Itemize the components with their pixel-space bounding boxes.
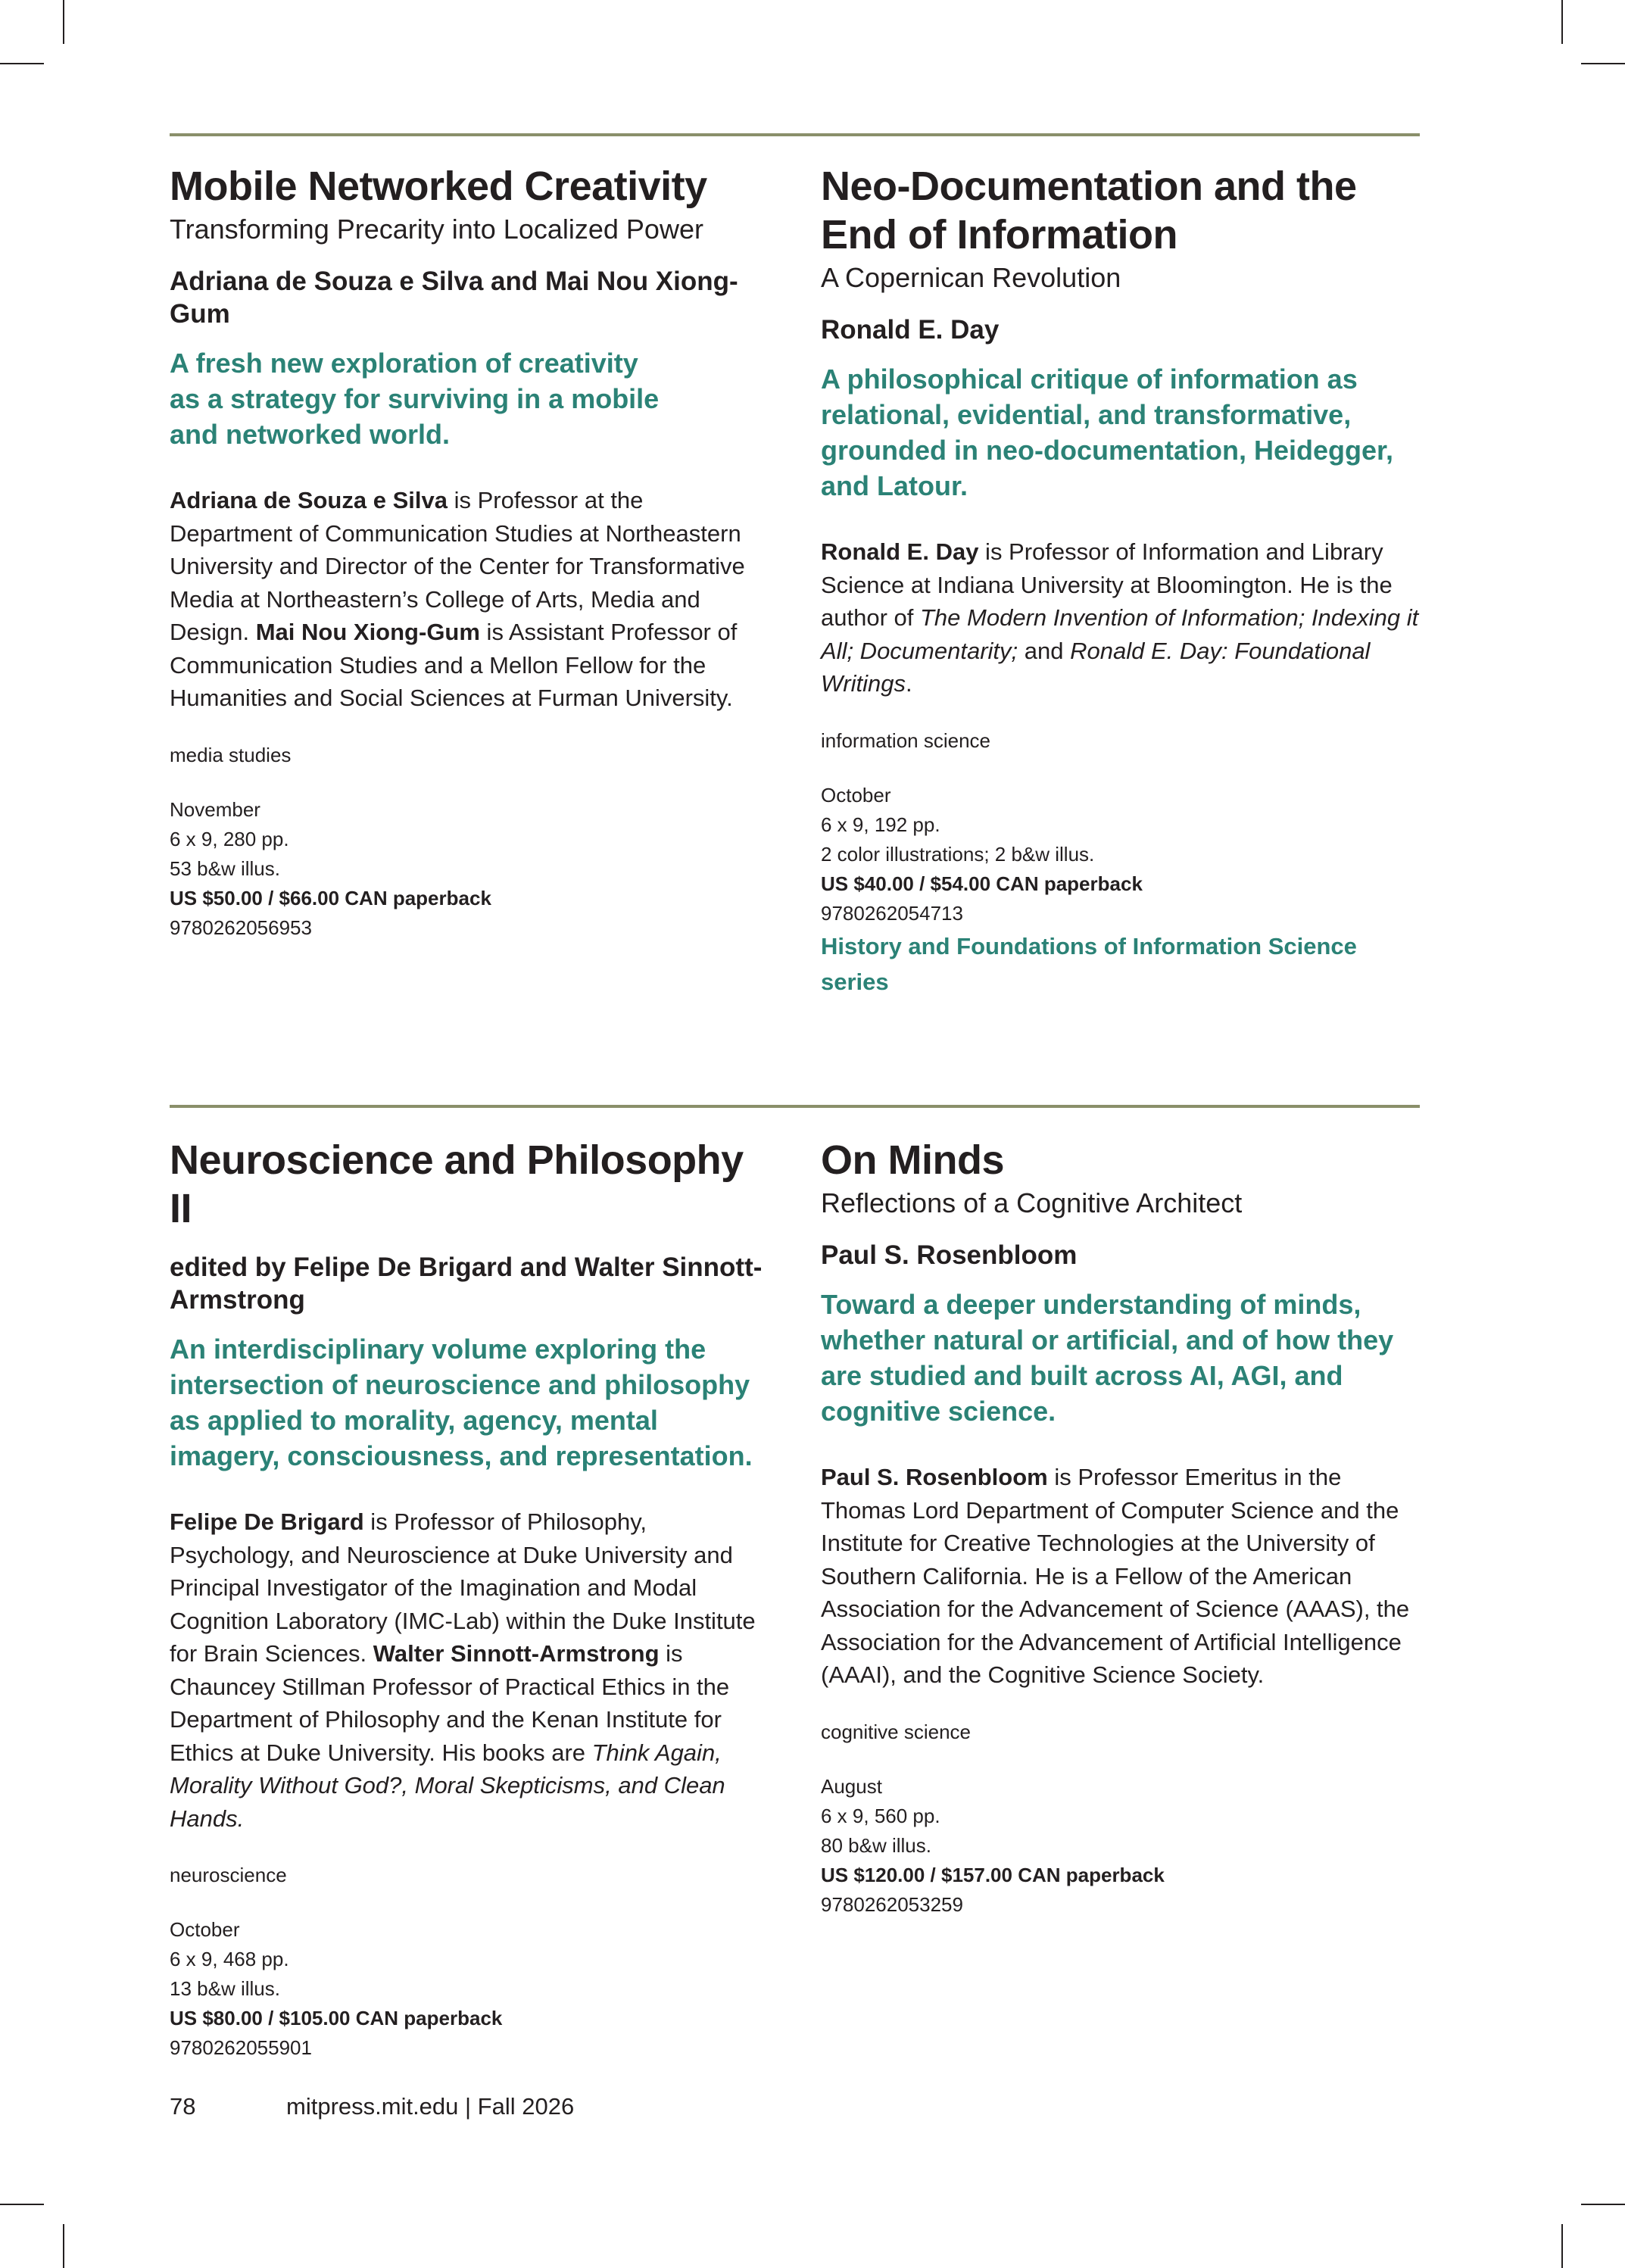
book-subtitle: A Copernican Revolution	[821, 262, 1121, 293]
bio-name: Mai Nou Xiong-Gum	[255, 619, 480, 645]
section-rule	[170, 133, 1420, 136]
crop-mark	[63, 2224, 64, 2268]
book-blurb: Toward a deeper understanding of minds, whether natural or artificial, and of how they are studied and built across AI, AGI, and cognitive science.	[821, 1289, 1394, 1427]
illustrations: 13 b&w illus.	[170, 1977, 280, 2000]
subject-category: cognitive science	[821, 1720, 971, 1743]
author-bio	[170, 1505, 768, 1835]
pub-month: October	[170, 1918, 240, 1941]
bio-text: is Assistant Professor of Communication Studies and a Mellon Fellow for the Humanities and Social Sciences at Furman University.	[170, 619, 738, 711]
illustrations: 2 color illustrations; 2 b&w illus.	[821, 842, 1095, 866]
footer-site[interactable]: mitpress.mit.edu | Fall 2026	[286, 2093, 575, 2120]
book-blurb: An interdisciplinary volume exploring the intersection of neuroscience and philosophy as applied to morality, agency, mental imagery, consciousness, and representation.	[170, 1334, 753, 1471]
book-entry	[821, 162, 1419, 1000]
book-entry	[821, 1136, 1419, 1920]
price: US $40.00 / $54.00 CAN paperback	[821, 872, 1143, 895]
section-rule	[170, 1105, 1420, 1108]
crop-mark	[0, 2204, 44, 2205]
bio-text: is Professor of Information and Library Science at Indiana University at Bloomington. He is the author of	[821, 538, 1393, 631]
crop-mark	[1561, 2224, 1563, 2268]
author-bio	[821, 1461, 1419, 1692]
book-author: Paul S. Rosenbloom	[821, 1240, 1078, 1270]
crop-mark	[0, 63, 44, 64]
author-bio	[170, 484, 768, 715]
book-specs	[170, 1915, 768, 2063]
bio-name: Felipe De Brigard	[170, 1508, 364, 1535]
crop-mark	[1581, 63, 1625, 64]
book-entry	[170, 1136, 768, 2063]
bio-book-titles: Ronald E. Day: Foundational Writings	[821, 637, 1371, 697]
bio-text: is Professor Emeritus in the Thomas Lord Department of Computer Science and the Institute for Creative Technologies at the University of Southern California. He is a Fellow of the American Association for the Advancement of Science (AAAS), the Association for the Advancement of Artificial Intelligence (AAAI), and the Cognitive Science Society.	[821, 1464, 1410, 1688]
author-bio	[821, 535, 1419, 700]
page-number: 78	[170, 2093, 196, 2120]
illustrations: 53 b&w illus.	[170, 856, 280, 880]
book-title: On Minds	[821, 1137, 1004, 1183]
trim-pages: 6 x 9, 280 pp.	[170, 827, 289, 850]
book-specs	[170, 795, 768, 943]
pub-month: October	[821, 783, 891, 806]
isbn: 9780262054713	[821, 901, 963, 925]
price: US $50.00 / $66.00 CAN paperback	[170, 886, 491, 909]
book-title: Mobile Networked Creativity	[170, 164, 707, 209]
book-entry	[170, 162, 768, 943]
book-subtitle: Transforming Precarity into Localized Power	[170, 214, 703, 245]
subject-category: media studies	[170, 743, 292, 766]
series-link[interactable]: History and Foundations of Information Science series	[821, 932, 1357, 995]
bio-text: is Professor at the Department of Communication Studies at Northeastern University and Director of the Center for Transformative Media at Northeastern’s College of Arts, Media and Design.	[170, 487, 745, 645]
crop-mark	[63, 0, 64, 44]
bio-name: Walter Sinnott-Armstrong	[373, 1640, 660, 1667]
trim-pages: 6 x 9, 192 pp.	[821, 813, 940, 836]
illustrations: 80 b&w illus.	[821, 1833, 931, 1857]
book-author: edited by Felipe De Brigard and Walter Sinnott-Armstrong	[170, 1253, 763, 1315]
book-blurb: A philosophical critique of information as relational, evidential, and transformative, grounded in neo-documentation, Heidegger, and Latour.	[821, 363, 1394, 501]
isbn: 9780262055901	[170, 2036, 312, 2059]
book-author: Ronald E. Day	[821, 315, 1000, 345]
bio-name: Ronald E. Day	[821, 538, 979, 565]
price: US $120.00 / $157.00 CAN paperback	[821, 1863, 1165, 1886]
bio-text: and	[1018, 637, 1071, 664]
bio-text: is Chauncey Stillman Professor of Practical Ethics in the Department of Philosophy and the Kenan Institute for Ethics at Duke University. His books are	[170, 1640, 730, 1766]
page-footer	[170, 2092, 574, 2122]
isbn: 9780262056953	[170, 916, 312, 939]
book-blurb: A fresh new exploration of creativity as a strategy for surviving in a mobile and networked world.	[170, 348, 660, 450]
pub-month: August	[821, 1774, 882, 1798]
bio-name: Paul S. Rosenbloom	[821, 1464, 1048, 1490]
trim-pages: 6 x 9, 468 pp.	[170, 1948, 289, 1970]
book-author: Adriana de Souza e Silva and Mai Nou Xiong-Gum	[170, 267, 738, 329]
book-title: Neo-Documentation and the End of Information	[821, 164, 1357, 257]
crop-mark	[1561, 0, 1563, 44]
bio-name: Adriana de Souza e Silva	[170, 487, 448, 513]
bio-text: .	[905, 670, 912, 697]
trim-pages: 6 x 9, 560 pp.	[821, 1804, 940, 1827]
book-subtitle: Reflections of a Cognitive Architect	[821, 1187, 1243, 1218]
bio-book-titles: The Modern Invention of Information; Indexing it All; Documentarity;	[821, 604, 1419, 664]
subject-category: information science	[821, 728, 990, 752]
isbn: 9780262053259	[821, 1892, 963, 1916]
pub-month: November	[170, 797, 260, 821]
price: US $80.00 / $105.00 CAN paperback	[170, 2007, 503, 2029]
book-specs	[821, 781, 1419, 928]
bio-book-titles: Think Again, Morality Without God?, Moral Skepticisms, and Clean Hands.	[170, 1739, 725, 1832]
crop-mark	[1581, 2204, 1625, 2205]
subject-category: neuroscience	[170, 1864, 287, 1886]
book-title: Neuroscience and Philosophy II	[170, 1137, 744, 1231]
bio-text: is Professor of Philosophy, Psychology, and Neuroscience at Duke University and Principal Investigator of the Imagination and Modal Cognition Laboratory (IMC-Lab) within the Duke Institute for Brain Sciences.	[170, 1508, 756, 1667]
book-specs	[821, 1772, 1419, 1920]
